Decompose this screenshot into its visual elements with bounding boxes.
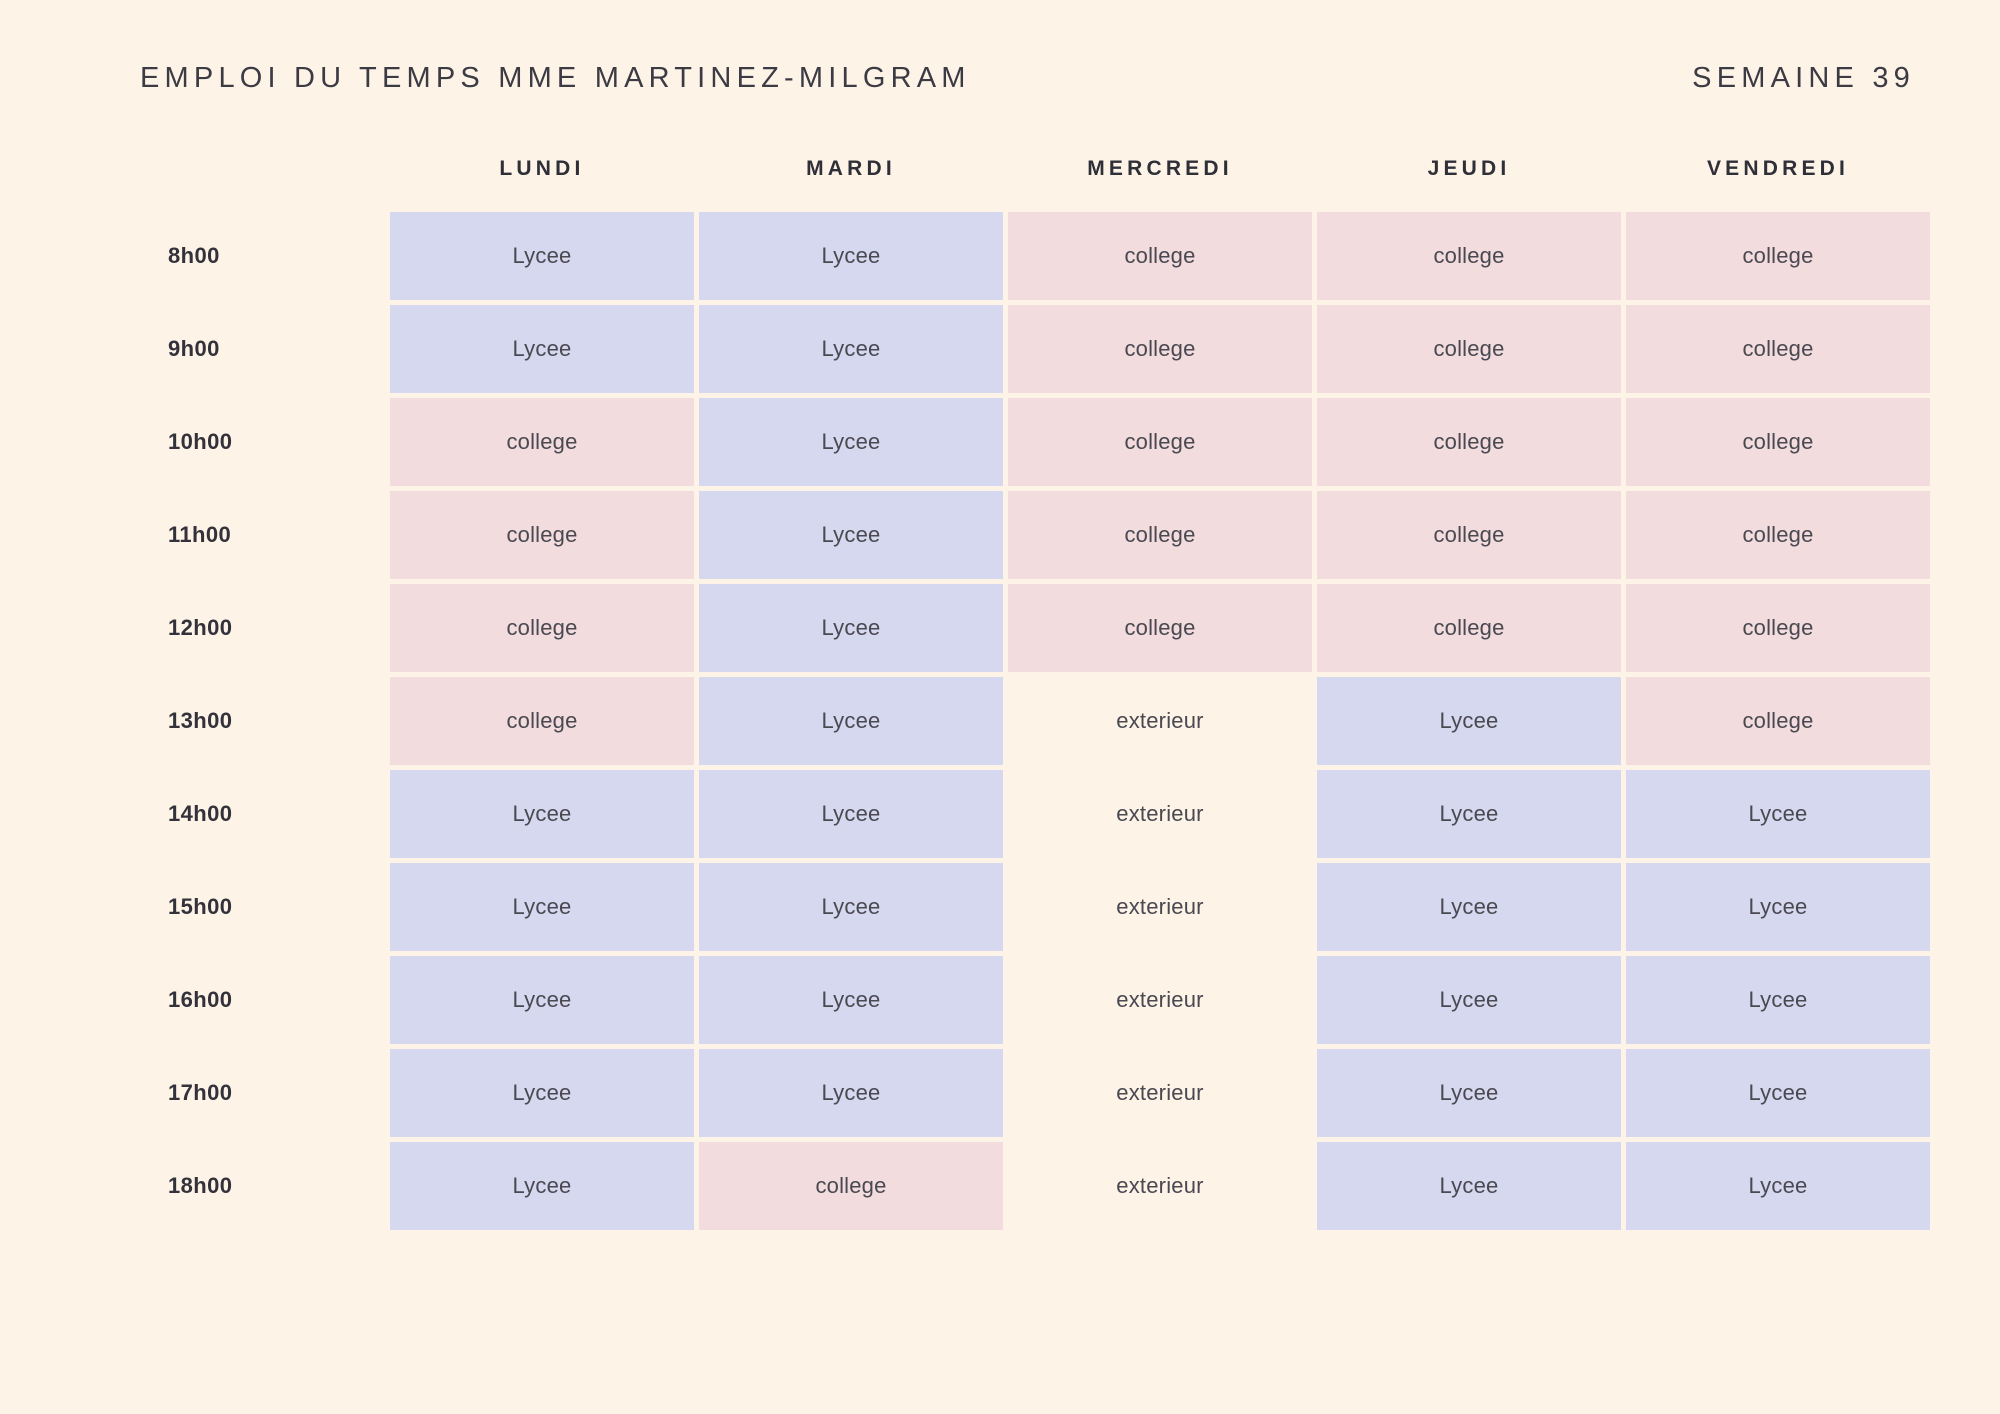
timetable-head [140,156,1930,207]
schedule-cell-jeudi[interactable]: college [1317,398,1621,486]
table-row [140,1049,1930,1137]
schedule-cell-mardi[interactable]: Lycee [699,584,1003,672]
time-label: 8h00 [168,243,220,268]
table-row [140,863,1930,951]
time-label: 12h00 [168,615,233,640]
page-header [55,0,1945,95]
schedule-cell-mercredi[interactable]: college [1008,491,1312,579]
schedule-cell-mercredi[interactable]: exterieur [1116,894,1204,919]
schedule-cell-vendredi[interactable]: college [1626,305,1930,393]
schedule-cell-vendredi[interactable]: college [1626,212,1930,300]
day-header-vendredi: VENDREDI [1706,157,1850,180]
time-label: 16h00 [168,987,233,1012]
schedule-cell-mardi[interactable]: Lycee [699,491,1003,579]
schedule-cell-vendredi[interactable]: college [1626,677,1930,765]
time-label: 17h00 [168,1080,233,1105]
schedule-cell-vendredi[interactable]: Lycee [1626,863,1930,951]
week-label: SEMAINE 39 [1692,62,1915,94]
time-label: 9h00 [168,336,220,361]
table-row [140,956,1930,1044]
schedule-cell-mardi[interactable]: Lycee [699,863,1003,951]
page-title: EMPLOI DU TEMPS MME MARTINEZ-MILGRAM [140,62,971,94]
table-row [140,305,1930,393]
schedule-cell-mercredi[interactable]: college [1008,305,1312,393]
schedule-cell-jeudi[interactable]: college [1317,305,1621,393]
schedule-cell-jeudi[interactable]: Lycee [1317,1142,1621,1230]
table-row [140,584,1930,672]
schedule-cell-vendredi[interactable]: Lycee [1626,1142,1930,1230]
schedule-cell-jeudi[interactable]: Lycee [1317,1049,1621,1137]
schedule-cell-lundi[interactable]: college [390,584,694,672]
schedule-cell-lundi[interactable]: Lycee [390,770,694,858]
schedule-cell-vendredi[interactable]: college [1626,398,1930,486]
time-label: 10h00 [168,429,233,454]
timetable [135,151,1935,1235]
schedule-cell-lundi[interactable]: Lycee [390,305,694,393]
time-label: 13h00 [168,708,233,733]
schedule-cell-mardi[interactable]: Lycee [699,956,1003,1044]
schedule-cell-jeudi[interactable]: college [1317,491,1621,579]
schedule-cell-mercredi[interactable]: exterieur [1116,801,1204,826]
day-header-mercredi: MERCREDI [1087,157,1233,180]
table-row [140,491,1930,579]
schedule-cell-lundi[interactable]: Lycee [390,863,694,951]
schedule-cell-mercredi[interactable]: exterieur [1116,708,1204,733]
day-header-jeudi: JEUDI [1427,157,1511,180]
schedule-cell-mardi[interactable]: Lycee [699,770,1003,858]
time-label: 18h00 [168,1173,233,1198]
table-row [140,1142,1930,1230]
schedule-cell-mercredi[interactable]: college [1008,212,1312,300]
schedule-cell-mercredi[interactable]: college [1008,398,1312,486]
timetable-body [140,212,1930,1230]
time-label: 14h00 [168,801,233,826]
schedule-cell-mardi[interactable]: Lycee [699,1049,1003,1137]
schedule-cell-lundi[interactable]: college [390,398,694,486]
schedule-cell-jeudi[interactable]: Lycee [1317,770,1621,858]
schedule-cell-lundi[interactable]: Lycee [390,1049,694,1137]
schedule-cell-mercredi[interactable]: college [1008,584,1312,672]
schedule-cell-jeudi[interactable]: college [1317,212,1621,300]
schedule-cell-jeudi[interactable]: Lycee [1317,863,1621,951]
time-label: 11h00 [168,522,232,547]
schedule-cell-lundi[interactable]: Lycee [390,956,694,1044]
table-row [140,677,1930,765]
schedule-cell-vendredi[interactable]: college [1626,491,1930,579]
schedule-cell-mardi[interactable]: college [699,1142,1003,1230]
schedule-cell-lundi[interactable]: college [390,677,694,765]
schedule-cell-jeudi[interactable]: Lycee [1317,956,1621,1044]
day-header-row [140,156,1930,207]
schedule-cell-vendredi[interactable]: Lycee [1626,770,1930,858]
schedule-cell-vendredi[interactable]: Lycee [1626,956,1930,1044]
schedule-cell-mardi[interactable]: Lycee [699,677,1003,765]
schedule-cell-mercredi[interactable]: exterieur [1116,1080,1204,1105]
schedule-cell-mercredi[interactable]: exterieur [1116,987,1204,1012]
schedule-cell-jeudi[interactable]: college [1317,584,1621,672]
table-row [140,212,1930,300]
schedule-cell-mardi[interactable]: Lycee [699,212,1003,300]
schedule-cell-lundi[interactable]: Lycee [390,1142,694,1230]
schedule-cell-vendredi[interactable]: Lycee [1626,1049,1930,1137]
schedule-cell-vendredi[interactable]: college [1626,584,1930,672]
schedule-cell-lundi[interactable]: Lycee [390,212,694,300]
day-header-mardi: MARDI [806,157,896,180]
time-column-header [140,156,385,207]
table-row [140,770,1930,858]
schedule-cell-mardi[interactable]: Lycee [699,398,1003,486]
schedule-cell-mardi[interactable]: Lycee [699,305,1003,393]
schedule-cell-jeudi[interactable]: Lycee [1317,677,1621,765]
time-label: 15h00 [168,894,233,919]
day-header-lundi: LUNDI [499,157,585,180]
schedule-cell-lundi[interactable]: college [390,491,694,579]
table-row [140,398,1930,486]
schedule-cell-mercredi[interactable]: exterieur [1116,1173,1204,1198]
